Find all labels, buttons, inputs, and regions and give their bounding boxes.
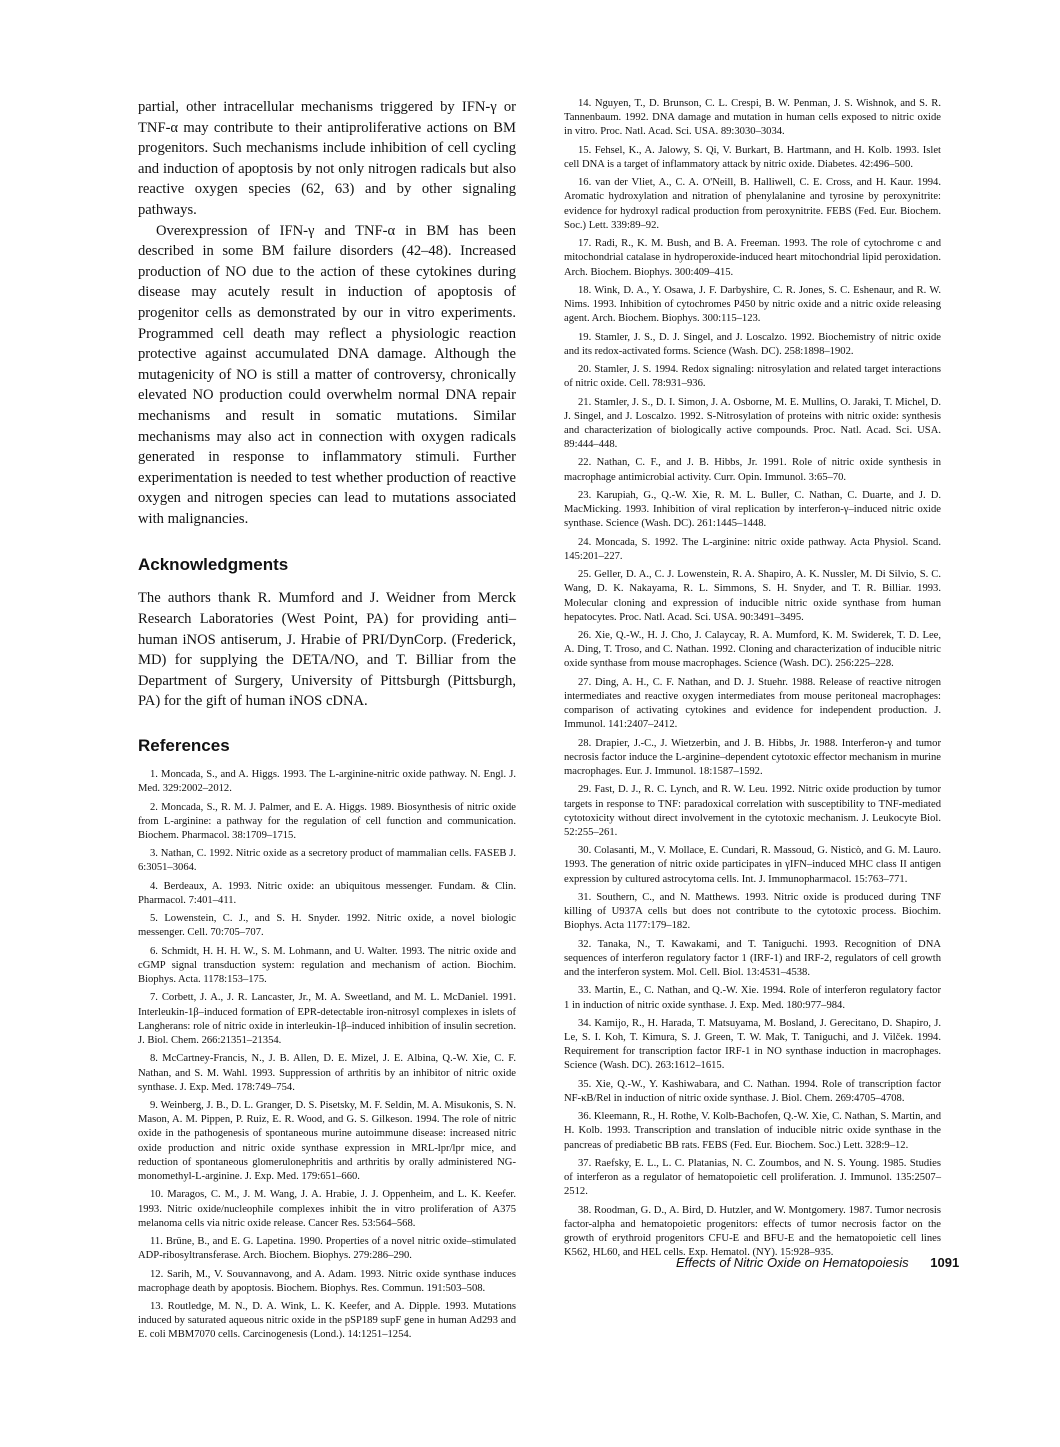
reference-item: 28. Drapier, J.-C., J. Wietzerbin, and J. B. Hibbs, Jr. 1988. Interferon-γ and tumor necrosis factor induce the L-arginine–dependent cytotoxic effector mechanism in murine macrophages. Eur. J. Immunol. 18:1587–1592. bbox=[564, 737, 941, 778]
reference-item: 14. Nguyen, T., D. Brunson, C. L. Crespi, B. W. Penman, J. S. Wishnok, and S. R. Tannenbaum. 1992. DNA damage and mutation in human cells exposed to nitric oxide in vitro. Proc. Natl. Acad. Sci. USA. 89:3030–3034. bbox=[564, 98, 941, 138]
references-heading: References bbox=[138, 736, 230, 756]
reference-item: 32. Tanaka, N., T. Kawakami, and T. Taniguchi. 1993. Recognition of DNA sequences of interferon regulatory factor 1 (IRF-1) and IRF-2, regulators of cell growth and the interferon system. Mol. Cell. Biol. 13:4531–4538. bbox=[564, 938, 941, 979]
reference-item: 26. Xie, Q.-W., H. J. Cho, J. Calaycay, R. A. Mumford, K. M. Swiderek, T. D. Lee, A. Ding, T. Troso, and C. Nathan. 1992. Cloning and characterization of inducible nitric oxide synthase from mouse macrophages. Science (Wash. DC). 256:225–228. bbox=[564, 630, 941, 670]
left-column bbox=[138, 97, 516, 1347]
reference-item: 5. Lowenstein, C. J., and S. H. Snyder. 1992. Nitric oxide, a novel biologic messenger. Cell. 70:705–707. bbox=[138, 913, 516, 939]
reference-item: 15. Fehsel, K., A. Jalowy, S. Qi, V. Burkart, B. Hartmann, and H. Kolb. 1993. Islet cell DNA is a target of inflammatory attack by nitric oxide. Diabetes. 42:496–500. bbox=[564, 144, 941, 170]
page-footer bbox=[676, 1255, 976, 1270]
reference-item: 16. van der Vliet, A., C. A. O'Neill, B. Halliwell, C. E. Cross, and H. Kaur. 1994. Aromatic hydroxylation and nitration of phenylalanine and tyrosine by peroxynitrite: evidence for hydroxyl radical production from peroxynitrite. FEBS (Fed. Eur. Biochem. Soc.) Lett. 339:89–92. bbox=[564, 177, 941, 231]
reference-item: 33. Martin, E., C. Nathan, and Q.-W. Xie. 1994. Role of interferon regulatory factor 1 in induction of nitric oxide synthase. J. Exp. Med. 180:977–984. bbox=[564, 985, 941, 1011]
reference-item: 18. Wink, D. A., Y. Osawa, J. F. Darbyshire, C. R. Jones, S. C. Eshenaur, and R. W. Nims. 1993. Inhibition of cytochromes P450 by nitric oxide and a nitric oxide releasing agent. Arch. Biochem. Biophys. 300:115–123. bbox=[564, 284, 941, 325]
reference-item: 22. Nathan, C. F., and J. B. Hibbs, Jr. 1991. Role of nitric oxide synthesis in macrophage antimicrobial activity. Curr. Opin. Immunol. 3:65–70. bbox=[564, 457, 941, 483]
body-paragraph: Overexpression of IFN-γ and TNF-α in BM has been described in some BM failure disorders (42–48). Increased production of NO due to the action of these cytokines during disease may acutely result in induction of apoptosis of progenitor cells as demonstrated by our in vitro experiments. Programmed cell death may reflect a physiologic reaction protective against accumulated DNA damage. Although the mutagenicity of NO is still a matter of controversy, chronically elevated NO production could overwhelm normal DNA repair mechanisms and result in somatic mutations. Similar mechanisms may also act in connection with oxygen radicals generated in response to inflammatory stimuli. Further experimentation is needed to test whether production of reactive oxygen and nitrogen species can lead to mutations associated with malignancies. bbox=[138, 222, 516, 527]
body-text bbox=[138, 97, 516, 529]
reference-item: 36. Kleemann, R., H. Rothe, V. Kolb-Bachofen, Q.-W. Xie, C. Nathan, S. Martin, and H. Kolb. 1993. Transcription and translation of inducible nitric oxide synthase in the pancreas of prediabetic BB rats. FEBS (Fed. Eur. Biochem. Soc.) Lett. 328:9–12. bbox=[564, 1111, 941, 1151]
reference-item: 1. Moncada, S., and A. Higgs. 1993. The L-arginine-nitric oxide pathway. N. Engl. J. Med. 329:2002–2012. bbox=[138, 769, 516, 795]
reference-item: 4. Berdeaux, A. 1993. Nitric oxide: an ubiquitous messenger. Fundam. & Clin. Pharmacol. 7:401–411. bbox=[138, 880, 516, 906]
reference-item: 10. Maragos, C. M., J. M. Wang, J. A. Hrabie, J. J. Oppenheim, and L. K. Keefer. 1993. Nitric oxide/nucleophile complexes inhibit the in vitro proliferation of A375 melanoma cells via nitric oxide release. Cancer Res. 53:564–568. bbox=[138, 1189, 516, 1229]
reference-item: 7. Corbett, J. A., J. R. Lancaster, Jr., M. A. Sweetland, and M. L. McDaniel. 1991. Interleukin-1β–induced formation of EPR-detectable iron-nitrosyl complexes in islets of Langherans: role of nitric oxide in interleukin-1β–induced inhibition of insulin secretion. J. Biol. Chem. 266:21351–21354. bbox=[138, 992, 516, 1047]
reference-item: 35. Xie, Q.-W., Y. Kashiwabara, and C. Nathan. 1994. Role of transcription factor NF-κB/Rel in induction of nitric oxide synthase. J. Biol. Chem. 269:4705–4708. bbox=[564, 1078, 941, 1104]
page-number: 1091 bbox=[930, 1255, 960, 1270]
reference-item: 12. Sarih, M., V. Souvannavong, and A. Adam. 1993. Nitric oxide synthase induces macrophage death by apoptosis. Biochem. Biophys. Res. Commun. 191:503–508. bbox=[138, 1268, 516, 1294]
reference-item: 21. Stamler, J. S., D. I. Simon, J. A. Osborne, M. E. Mullins, O. Jaraki, T. Michel, D. J. Singel, and J. Loscalzo. 1992. S-Nitrosylation of proteins with nitric oxide: synthesis and characterization of biologically active compounds. Proc. Natl. Acad. Sci. USA. 89:444–448. bbox=[564, 396, 941, 451]
reference-item: 30. Colasanti, M., V. Mollace, E. Cundari, R. Massoud, G. Nisticò, and G. M. Lauro. 1993. The generation of nitric oxide participates in γIFN–induced MHC class II antigen expression by cultured astrocytoma cells. Int. J. Immunopharmacol. 15:763–771. bbox=[564, 845, 941, 885]
reference-item: 23. Karupiah, G., Q.-W. Xie, R. M. L. Buller, C. Nathan, C. Duarte, and J. D. MacMicking. 1993. Inhibition of viral replication by interferon-γ–induced nitric oxide synthase. Science (Wash. DC). 261:1445–1448. bbox=[564, 489, 941, 530]
reference-item: 31. Southern, C., and N. Matthews. 1993. Nitric oxide is produced during TNF killing of U937A cells but does not contribute to the cytotoxic process. Biochim. Biophys. Acta 1177:179–182. bbox=[564, 891, 941, 932]
reference-item: 37. Raefsky, E. L., L. C. Platanias, N. C. Zoumbos, and N. S. Young. 1985. Studies of interferon as a regulator of hematopoietic cell proliferation. J. Immunol. 135:2507–2512. bbox=[564, 1157, 941, 1198]
reference-item: 17. Radi, R., K. M. Bush, and B. A. Freeman. 1993. The role of cytochrome c and mitochondrial catalase in hydroperoxide-induced heart mitochondrial lipid peroxidation. Arch. Biochem. Biophys. 300:409–415. bbox=[564, 238, 941, 278]
reference-item: 34. Kamijo, R., H. Harada, T. Matsuyama, M. Bosland, J. Gerecitano, D. Shapiro, J. Le, S. I. Koh, T. Kimura, S. J. Green, T. W. Mak, T. Taniguchi, and J. Vilček. 1994. Requirement for transcription factor IRF-1 in NO synthase induction in macrophages. Science (Wash. DC). 263:1612–1615. bbox=[564, 1017, 941, 1072]
reference-item: 8. McCartney-Francis, N., J. B. Allen, D. E. Mizel, J. E. Albina, Q.-W. Xie, C. F. Nathan, and S. M. Wahl. 1993. Suppression of arthritis by an inhibitor of nitric oxide synthase. J. Exp. Med. 178:749–754. bbox=[138, 1053, 516, 1093]
reference-item: 2. Moncada, S., R. M. J. Palmer, and E. A. Higgs. 1989. Biosynthesis of nitric oxide from L-arginine: a pathway for the regulation of cell function and communication. Biochem. Pharmacol. 38:1709–1715. bbox=[138, 801, 516, 841]
acknowledgments-section bbox=[138, 588, 516, 712]
reference-item: 24. Moncada, S. 1992. The L-arginine: nitric oxide pathway. Acta Physiol. Scand. 145:201–227. bbox=[564, 536, 941, 562]
reference-item: 20. Stamler, J. S. 1994. Redox signaling: nitrosylation and related target interactions of nitric oxide. Cell. 78:931–936. bbox=[564, 364, 941, 390]
body-paragraph: partial, other intracellular mechanisms triggered by IFN-γ or TNF-α may contribute to their antiproliferative actions on BM progenitors. Such mechanisms include inhibition of cell cycling and induction of apoptosis by not only nitrogen radicals but also reactive oxygen species (62, 63) and by other signaling pathways. bbox=[138, 99, 516, 218]
reference-item: 9. Weinberg, J. B., D. L. Granger, D. S. Pisetsky, M. F. Seldin, M. A. Misukonis, S. N. Mason, A. M. Pippen, P. Ruiz, E. R. Wood, and G. S. Gilkeson. 1994. The role of nitric oxide in the pathogenesis of spontaneous murine autoimmune disease: increased nitric oxide production and nitric oxide synthase expression in MRL-lpr/lpr mice, and reduction of spontaneous glomerulonephritis and arthritis by orally administered NG-monomethyl-L-arginine. J. Exp. Med. 179:651–660. bbox=[138, 1100, 516, 1183]
reference-item: 38. Roodman, G. D., A. Bird, D. Hutzler, and W. Montgomery. 1987. Tumor necrosis factor-alpha and hematopoietic progenitors: effects of tumor necrosis factor on the growth of erythroid progenitors CFU-E and BFU-E and the hematopoietic cell lines K562, HL60, and HEL cells. Exp. Hematol. (NY). 15:928–935. bbox=[564, 1204, 941, 1259]
reference-item: 25. Geller, D. A., C. J. Lowenstein, R. A. Shapiro, A. K. Nussler, M. Di Silvio, S. C. Wang, D. K. Nakayama, R. L. Simmons, S. H. Snyder, and T. R. Billiar. 1993. Molecular cloning and expression of inducible nitric oxide synthase from human hepatocytes. Proc. Natl. Acad. Sci. USA. 90:3491–3495. bbox=[564, 569, 941, 623]
running-title: Effects of Nitric Oxide on Hematopoiesis bbox=[676, 1255, 909, 1270]
reference-item: 6. Schmidt, H. H. H. W., S. M. Lohmann, and U. Walter. 1993. The nitric oxide and cGMP signal transduction system: regulation and mechanism of action. Biochim. Biophys. Acta. 1178:153–175. bbox=[138, 945, 516, 986]
reference-item: 27. Ding, A. H., C. F. Nathan, and D. J. Stuehr. 1988. Release of reactive nitrogen intermediates and reactive oxygen intermediates from mouse peritoneal macrophages: comparison of activating cytokines and evidence for independent production. J. Immunol. 141:2407–2412. bbox=[564, 676, 941, 731]
reference-item: 13. Routledge, M. N., D. A. Wink, L. K. Keefer, and A. Dipple. 1993. Mutations induced by saturated aqueous nitric oxide in the pSP189 supF gene in human Ad293 and E. coli MBM7070 cells. Carcinogenesis (Lond.). 14:1251–1254. bbox=[138, 1301, 516, 1341]
acknowledgments-text: The authors thank R. Mumford and J. Weidner from Merck Research Laboratories (West Point, PA) for providing anti–human iNOS antiserum, J. Hrabie of PRI/DynCorp. (Frederick, MD) for supplying the DETA/NO, and T. Billiar from the Department of Surgery, University of Pittsburgh (Pittsburgh, PA) for the gift of human iNOS cDNA. bbox=[138, 590, 516, 710]
reference-list-right bbox=[564, 97, 941, 1260]
reference-item: 19. Stamler, J. S., D. J. Singel, and J. Loscalzo. 1992. Biochemistry of nitric oxide and its redox-activated forms. Science (Wash. DC). 258:1898–1902. bbox=[564, 331, 941, 357]
acknowledgments-heading: Acknowledgments bbox=[138, 555, 289, 575]
reference-item: 3. Nathan, C. 1992. Nitric oxide as a secretory product of mammalian cells. FASEB J. 6:3051–3064. bbox=[138, 848, 516, 874]
right-column bbox=[564, 97, 941, 1265]
reference-item: 29. Fast, D. J., R. C. Lynch, and R. W. Leu. 1992. Nitric oxide production by tumor targets in response to TNF: paradoxical correlation with susceptibility to TNF-mediated cytotoxicity without direct involvement in the cytotoxic mechanism. J. Leukocyte Biol. 52:255–261. bbox=[564, 784, 941, 838]
reference-list-left bbox=[138, 768, 516, 1343]
reference-item: 11. Brüne, B., and E. G. Lapetina. 1990. Properties of a novel nitric oxide–stimulated ADP-ribosyltransferase. Arch. Biochem. Biophys. 279:286–290. bbox=[138, 1236, 516, 1262]
